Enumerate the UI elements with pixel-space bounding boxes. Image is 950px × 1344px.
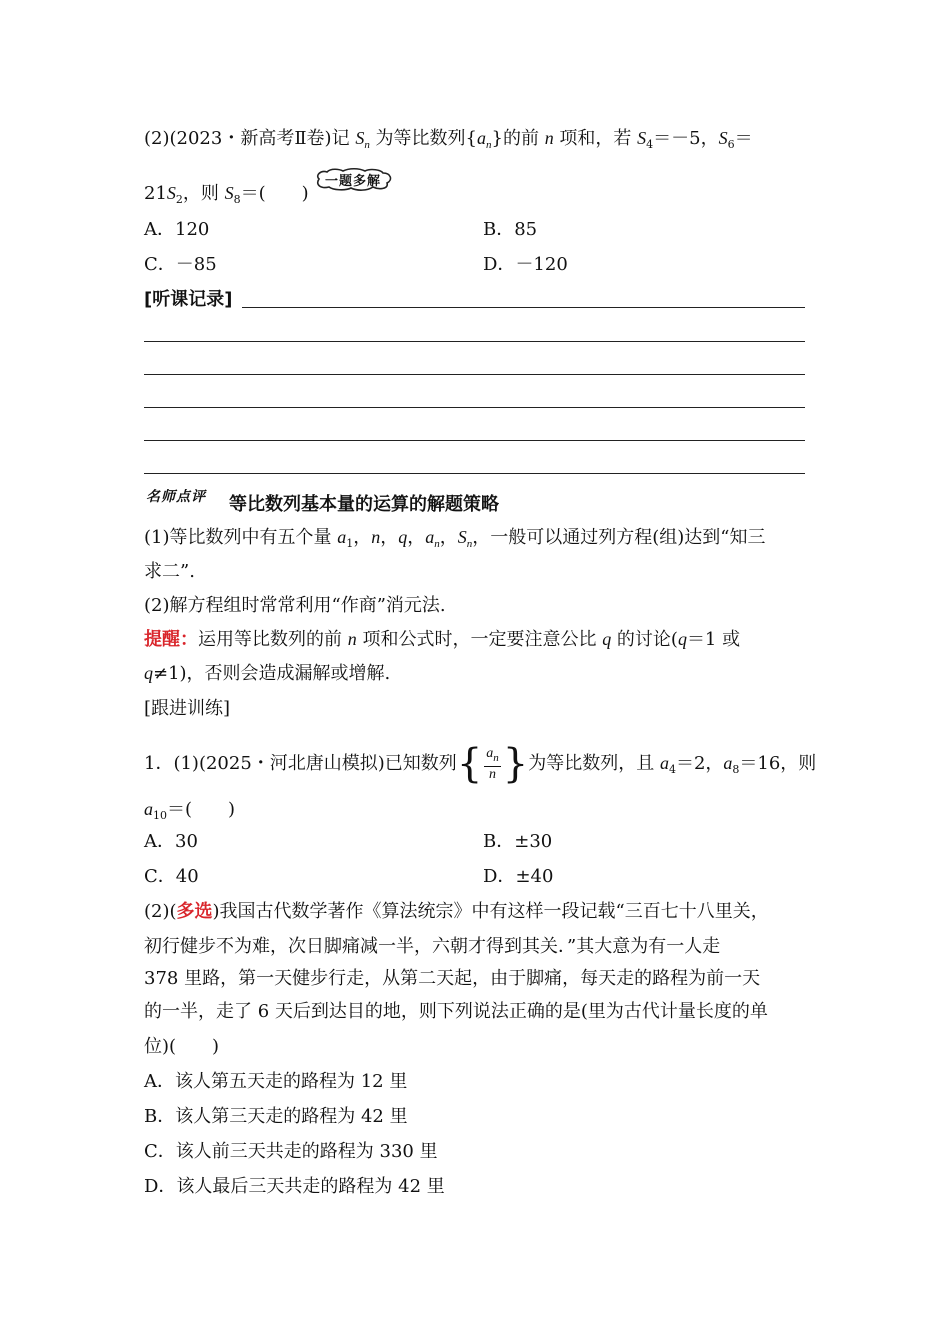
q2-option-d: D．－120 xyxy=(483,254,568,275)
q2-stem-line2 xyxy=(144,181,309,212)
var-S8: S xyxy=(224,183,234,203)
fraction-an-over-n: $\frac{a_n}{n}$ xyxy=(486,746,499,782)
notes-line-3 xyxy=(144,374,805,375)
var-S2: S xyxy=(166,183,176,203)
tip-label: 提醒： xyxy=(144,629,198,650)
sub-n: n xyxy=(364,139,370,151)
q2-21: 21 xyxy=(144,183,167,204)
sub-n-2: n xyxy=(486,139,492,151)
badge-text: 一题多解 xyxy=(324,173,381,189)
notes-line-1 xyxy=(242,307,805,308)
practice-q2-line5: 位)( ) xyxy=(144,1036,220,1057)
q1-option-a: A．30 xyxy=(144,831,198,852)
sub-4: 4 xyxy=(646,138,654,151)
q1-option-b: B．±30 xyxy=(483,831,553,852)
notes-label: [听课记录] xyxy=(144,289,233,310)
var-S6: S xyxy=(718,128,728,148)
comment-p1-line2: 求二”. xyxy=(144,561,195,582)
comment-p2: (2)解方程组时常常利用“作商”消元法. xyxy=(144,595,446,616)
var-S4: S xyxy=(637,128,647,148)
q2p-option-a: A．该人第五天走的路程为 12 里 xyxy=(144,1071,408,1092)
practice-q2-line1: (2)(多选)我国古代数学著作《算法统宗》中有这样一段记载“三百七十八里关， xyxy=(144,901,769,922)
var-S: S xyxy=(355,128,365,148)
var-n: n xyxy=(544,128,554,148)
practice-label: [跟进训练] xyxy=(144,698,231,719)
q2-option-b: B．85 xyxy=(483,219,538,240)
q2-mid3: 项和，若 xyxy=(553,128,638,149)
q2-eq2: ＝ xyxy=(734,128,753,149)
q2-option-c: C．－85 xyxy=(144,254,217,275)
q2-stem-line1 xyxy=(144,126,753,157)
q2-eq1: ＝－5， xyxy=(653,128,719,149)
comment-heading: 等比数列基本量的运算的解题策略 xyxy=(229,494,499,515)
notes-line-5 xyxy=(144,440,805,441)
teacher-comment-tag: 名师点评 xyxy=(146,489,206,505)
q2p-option-b: B．该人第三天走的路程为 42 里 xyxy=(144,1106,408,1127)
comment-tip-line2: q≠1)，否则会造成漏解或增解. xyxy=(144,663,391,684)
practice-q1-line2: $a_{10}=$( ) xyxy=(144,799,236,822)
sub-8: 8 xyxy=(233,193,241,206)
multi-select-tag: 多选 xyxy=(176,901,213,922)
practice-q1-line1: 1．(1)(2025・河北唐山模拟)已知数列{ $\frac{a_n}{n}$ }为等比数列，且 $a_4=2$，$a_8=16$，则 xyxy=(144,741,817,787)
q2-prefix: (2)(2023・新高考Ⅱ卷)记 xyxy=(144,128,356,149)
q2-mid2: }的前 xyxy=(491,128,545,149)
practice-q2-line4: 的一半，走了 6 天后到达目的地，则下列说法正确的是(里为古代计量长度的单 xyxy=(144,1001,768,1022)
multi-solution-badge xyxy=(313,167,393,191)
comment-p1-line1: (1)等比数列中有五个量 $a_1$，n，q，$a_n$，$S_n$，一般可以通过列方程(组)达到“知三 xyxy=(144,527,766,550)
practice-q2-line2: 初行健步不为难，次日脚痛减一半，六朝才得到其关．”其大意为有一人走 xyxy=(144,936,721,957)
comment-tip-line1: 提醒：运用等比数列的前 n 项和公式时，一定要注意公比 q 的讨论(q＝1 或 xyxy=(144,629,741,650)
notes-line-6 xyxy=(144,473,805,474)
practice-q2-line3: 378 里路，第一天健步行走，从第二天起，由于脚痛，每天走的路程为前一天 xyxy=(144,968,761,989)
q1-option-d: D．±40 xyxy=(483,866,554,887)
sub-2: 2 xyxy=(175,193,183,206)
q1-option-c: C．40 xyxy=(144,866,199,887)
var-a: a xyxy=(477,128,486,148)
q2-then: ，则 xyxy=(182,183,225,204)
notes-line-2 xyxy=(144,341,805,342)
q2-option-a: A．120 xyxy=(144,219,210,240)
q2p-option-c: C．该人前三天共走的路程为 330 里 xyxy=(144,1141,438,1162)
sub-6: 6 xyxy=(727,138,735,151)
q2-blank: ＝( ) xyxy=(240,183,309,204)
notes-line-4 xyxy=(144,407,805,408)
q2p-option-d: D．该人最后三天共走的路程为 42 里 xyxy=(144,1176,445,1197)
q2-mid1: 为等比数列{ xyxy=(369,128,477,149)
